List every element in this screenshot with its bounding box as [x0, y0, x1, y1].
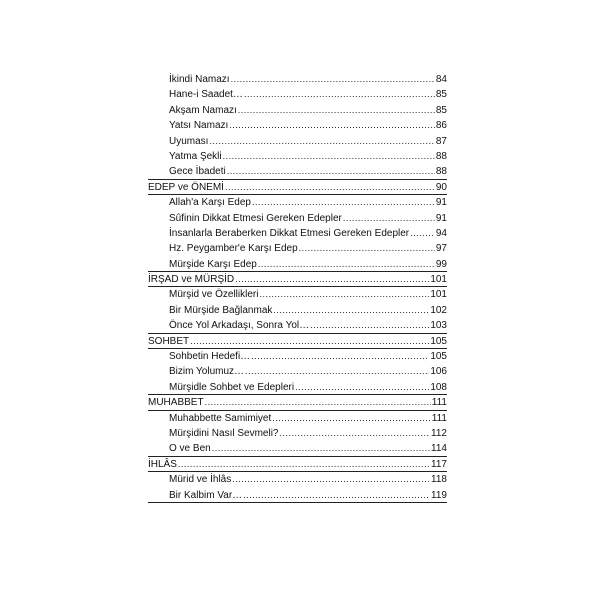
toc-entry	[148, 303, 447, 318]
toc-section-entry	[148, 334, 447, 349]
toc-entry-title: Mürşid ve Özellikleri	[169, 289, 259, 301]
toc-entry-title: İHLÂS	[148, 458, 177, 470]
toc-page-number: 85	[435, 104, 447, 116]
toc-entry-title: Yatma Şekli	[169, 150, 222, 162]
dot-leader	[273, 303, 429, 318]
toc-entry-title: EDEP ve ÖNEMİ	[148, 181, 224, 193]
toc-entry	[148, 364, 447, 379]
dot-leader	[235, 272, 429, 287]
toc-entry	[148, 349, 447, 364]
dot-leader	[272, 411, 431, 426]
dot-leader	[227, 164, 435, 179]
dot-leader	[343, 211, 435, 226]
toc-entry	[148, 287, 447, 302]
toc-page-number: 88	[435, 150, 447, 162]
toc-entry	[148, 488, 447, 503]
toc-page-number: 105	[430, 351, 447, 363]
toc-page-number: 111	[431, 412, 447, 424]
dot-leader	[209, 134, 434, 149]
toc-page-number: 102	[430, 304, 447, 316]
toc-page-number: 106	[430, 366, 447, 378]
toc-page-number: 90	[435, 181, 447, 193]
toc-page-number: 94	[435, 227, 447, 239]
toc-entry	[148, 472, 447, 487]
toc-entry	[148, 211, 447, 226]
toc-entry	[148, 164, 447, 179]
toc-entry-title: İRŞAD ve MÜRŞİD	[148, 274, 235, 286]
dot-leader	[225, 180, 435, 195]
dot-leader	[310, 318, 429, 333]
toc-entry	[148, 411, 447, 426]
dot-leader	[212, 441, 430, 456]
toc-entry-title: İnsanlarla Beraberken Dikkat Etmesi Gereken Edepler	[169, 227, 410, 239]
toc-entry-title: Sûfinin Dikkat Etmesi Gereken Edepler	[169, 212, 342, 224]
toc-entry	[148, 241, 447, 256]
toc-entry-title: Akşam Namazı	[169, 104, 237, 116]
toc-entry	[148, 441, 447, 456]
dot-leader	[245, 364, 429, 379]
dot-leader	[238, 103, 435, 118]
dot-leader	[259, 287, 429, 302]
toc-entry-title: Bizim Yolumuz…	[169, 366, 245, 378]
toc-section-entry	[148, 457, 447, 472]
toc-entry	[148, 103, 447, 118]
dot-leader	[410, 226, 435, 241]
dot-leader	[252, 195, 435, 210]
dot-leader	[232, 472, 430, 487]
toc-entry-title: Sohbetin Hedefi…	[169, 351, 251, 363]
toc-entry-title: Mürşidle Sohbet ve Edepleri	[169, 381, 295, 393]
toc-entry-title: Hane-i Saadet…	[169, 89, 243, 101]
toc-entry	[148, 380, 447, 395]
toc-entry-title: Bir Kalbim Var…	[169, 489, 243, 501]
toc-page-number: 91	[435, 197, 447, 209]
toc-section-entry	[148, 272, 447, 287]
toc-entry-title: MUHABBET	[148, 397, 204, 409]
toc-entry-title: Mürşide Karşı Edep	[169, 258, 257, 270]
toc-page-number: 88	[435, 166, 447, 178]
dot-leader	[295, 380, 429, 395]
toc-entry-title: Mürid ve İhlâs	[169, 474, 232, 486]
dot-leader	[223, 149, 435, 164]
toc-entry-title: Bir Mürşide Bağlanmak	[169, 304, 273, 316]
toc-entry	[148, 226, 447, 241]
toc-entry-title: Mürşidini Nasıl Sevmeli?	[169, 427, 279, 439]
toc-page-number: 87	[435, 135, 447, 147]
toc-entry-title: Önce Yol Arkadaşı, Sonra Yol…	[169, 320, 310, 332]
dot-leader	[229, 118, 435, 133]
toc-entry-title: Yatsı Namazı	[169, 120, 229, 132]
toc-page-number: 85	[435, 89, 447, 101]
toc-entry-title: Muhabbette Samimiyet	[169, 412, 272, 424]
dot-leader	[244, 87, 435, 102]
toc-page-number: 91	[435, 212, 447, 224]
toc-entry	[148, 426, 447, 441]
dot-leader	[251, 349, 429, 364]
toc-page-number: 118	[431, 474, 447, 486]
toc-page-number: 112	[431, 427, 447, 439]
toc-entry-title: Uyuması	[169, 135, 209, 147]
toc-entry	[148, 118, 447, 133]
dot-leader	[190, 334, 429, 349]
toc-page-number: 99	[435, 258, 447, 270]
toc-entry-title: Hz. Peygamber'e Karşı Edep	[169, 243, 298, 255]
toc-page-number: 101	[430, 274, 447, 286]
toc-entry	[148, 318, 447, 333]
toc-page-number: 86	[435, 120, 447, 132]
toc-page-number: 111	[431, 397, 447, 409]
toc-section-entry	[148, 395, 447, 410]
toc-entry	[148, 149, 447, 164]
toc-page-number: 101	[430, 289, 447, 301]
toc-page-number: 119	[431, 489, 447, 501]
toc-entry	[148, 257, 447, 272]
dot-leader	[258, 257, 435, 272]
toc-entry	[148, 72, 447, 87]
toc-entry-title: İkindi Namazı	[169, 74, 230, 85]
toc-entry-title: O ve Ben	[169, 443, 211, 455]
dot-leader	[205, 395, 431, 410]
toc-page-number: 97	[435, 243, 447, 255]
toc-entry-title: SOHBET	[148, 335, 190, 347]
toc-entry-title: Allah'a Karşı Edep	[169, 197, 251, 209]
toc-page-number: 103	[430, 320, 447, 332]
toc-page-number: 105	[430, 335, 447, 347]
toc-entry	[148, 87, 447, 102]
toc-page-number: 84	[435, 74, 447, 85]
dot-leader	[178, 457, 430, 472]
table-of-contents	[148, 72, 447, 503]
dot-leader	[231, 72, 435, 87]
dot-leader	[243, 488, 430, 503]
toc-entry	[148, 195, 447, 210]
dot-leader	[279, 426, 430, 441]
toc-section-entry	[148, 180, 447, 195]
dot-leader	[299, 241, 435, 256]
toc-page-number: 117	[431, 458, 447, 470]
toc-entry	[148, 134, 447, 149]
toc-page-number: 108	[430, 381, 447, 393]
toc-entry-title: Gece İbadeti	[169, 166, 226, 178]
toc-page-number: 114	[431, 443, 447, 455]
